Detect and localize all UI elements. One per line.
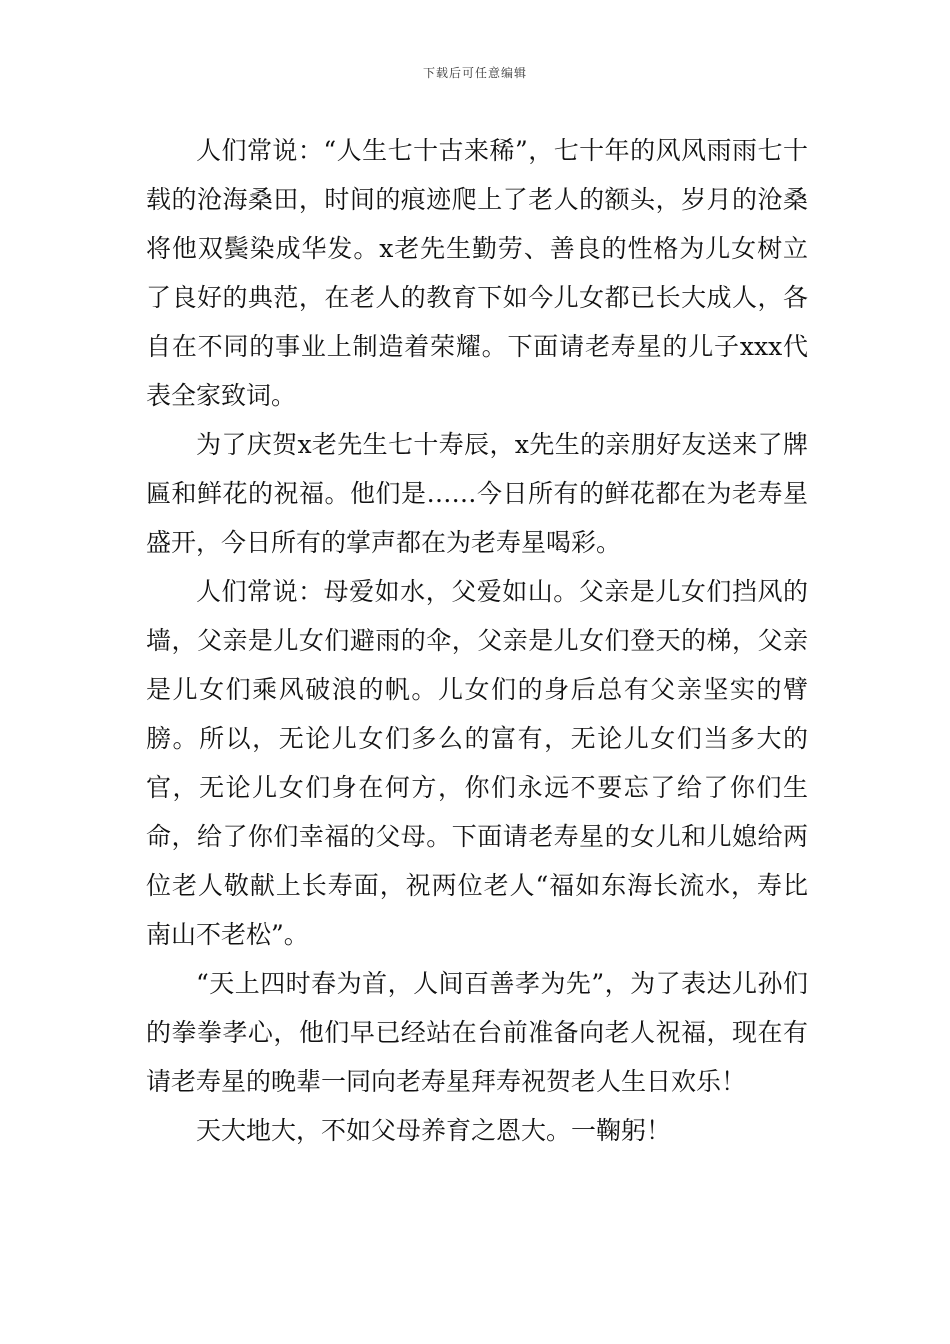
paragraph-2: 为了庆贺x老先生七十寿辰，x先生的亲朋好友送来了牌匾和鲜花的祝福。他们是……今日所有的鲜花都在为老寿星盛开，今日所有的掌声都在为老寿星喝彩。 bbox=[146, 430, 808, 557]
paragraph-5: 天大地大，不如父母养育之恩大。一鞠躬！ bbox=[196, 1116, 672, 1145]
paragraph-3: 人们常说：母爱如水，父爱如山。父亲是儿女们挡风的墙，父亲是儿女们避雨的伞，父亲是儿女们登天的梯，父亲是儿女们乘风破浪的帆。儿女们的身后总有父亲坚实的臂膀。所以，无论儿女们多么的富有，无论儿女们当多大的官，无论儿女们身在何方，你们永远不要忘了给了你们生命，给了你们幸福的父母。下面请老寿星的女儿和儿媳给两位老人敬献上长寿面，祝两位老人“福如东海长流水，寿比南山不老松”。 bbox=[146, 577, 808, 949]
page-header-note: 下载后可任意编辑 bbox=[422, 66, 527, 80]
document-body bbox=[146, 126, 808, 1155]
paragraph-1: 人们常说：“人生七十古来稀”，七十年的风风雨雨七十载的沧海桑田，时间的痕迹爬上了老人的额头，岁月的沧桑将他双鬓染成华发。x老先生勤劳、善良的性格为儿女树立了良好的典范，在老人的教育下如今儿女都已长大成人，各自在不同的事业上制造着荣耀。下面请老寿星的儿子xxx代表全家致词。 bbox=[146, 136, 808, 410]
paragraph-4: “天上四时春为首，人间百善孝为先”，为了表达儿孙们的拳拳孝心，他们早已经站在台前准备向老人祝福，现在有请老寿星的晚辈一同向老寿星拜寿祝贺老人生日欢乐！ bbox=[146, 969, 808, 1096]
